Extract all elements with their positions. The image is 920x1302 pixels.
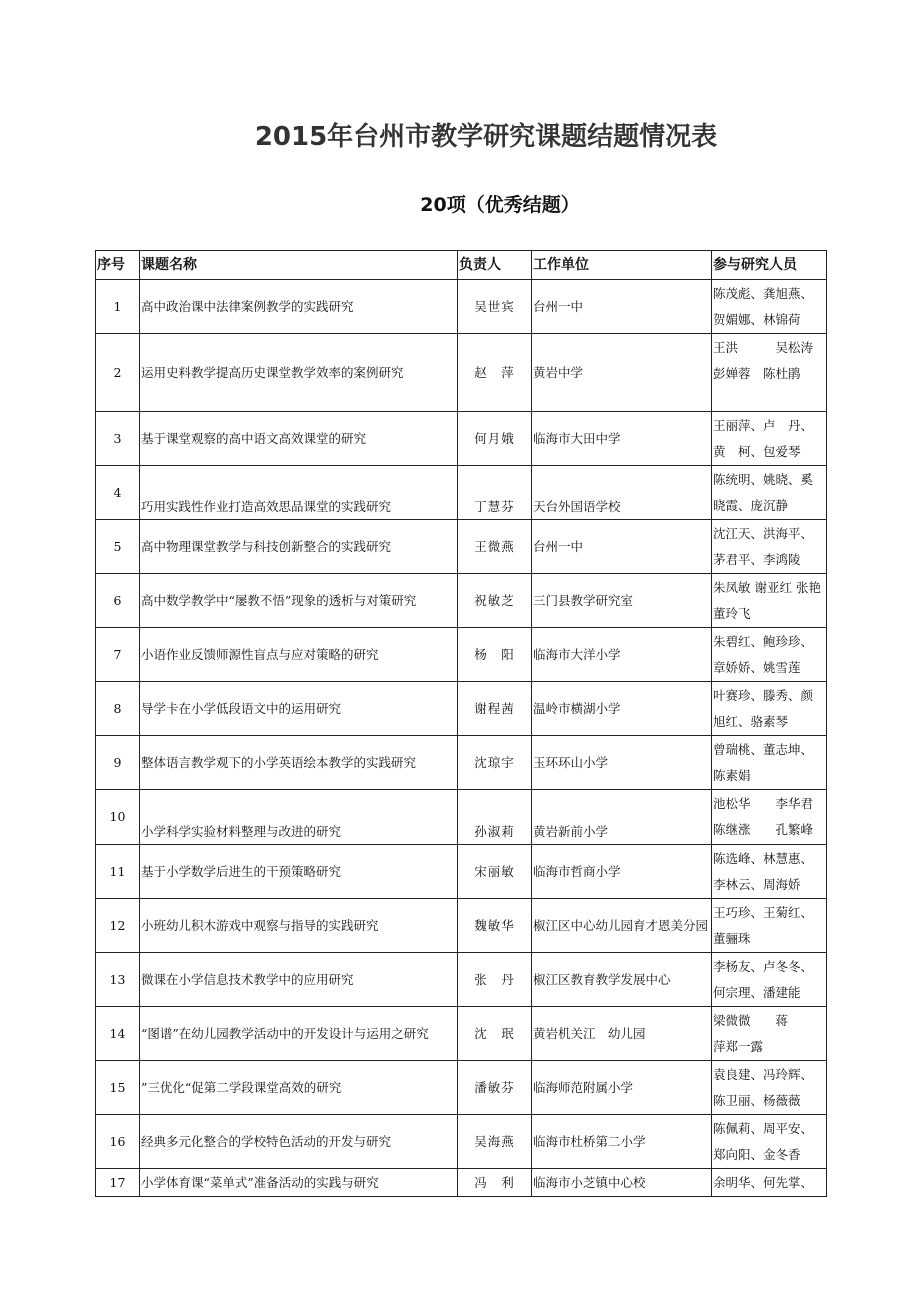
table-row xyxy=(96,736,827,790)
cell-no: 15 xyxy=(96,1061,140,1115)
cell-no: 16 xyxy=(96,1115,140,1169)
cell-topic: 导学卡在小学低段语文中的运用研究 xyxy=(140,682,458,736)
cell-leader: 王微燕 xyxy=(458,520,532,574)
cell-members: 王丽萍、卢 丹、黄 柯、包爱琴 xyxy=(712,412,827,466)
table-row xyxy=(96,845,827,899)
cell-leader: 吴海燕 xyxy=(458,1115,532,1169)
cell-leader: 丁慧芬 xyxy=(458,466,532,520)
cell-topic: 基于课堂观察的高中语文高效课堂的研究 xyxy=(140,412,458,466)
cell-leader: 杨 阳 xyxy=(458,628,532,682)
table-row xyxy=(96,899,827,953)
cell-leader: 吴世宾 xyxy=(458,280,532,334)
cell-members: 沈江天、洪海平、茅君平、李鸿陵 xyxy=(712,520,827,574)
cell-topic: 运用史料教学提高历史课堂教学效率的案例研究 xyxy=(140,334,458,412)
cell-topic: 高中物理课堂教学与科技创新整合的实践研究 xyxy=(140,520,458,574)
cell-topic: 小班幼儿积木游戏中观察与指导的实践研究 xyxy=(140,899,458,953)
cell-topic: 高中数学教学中“屡教不悟”现象的透析与对策研究 xyxy=(140,574,458,628)
header-leader: 负责人 xyxy=(458,251,532,280)
cell-unit: 椒江区教育教学发展中心 xyxy=(532,953,712,1007)
cell-leader: 宋丽敏 xyxy=(458,845,532,899)
cell-no: 3 xyxy=(96,412,140,466)
cell-topic: 小语作业反馈师源性盲点与应对策略的研究 xyxy=(140,628,458,682)
cell-members: 王洪 吴松涛 彭婵蓉 陈杜鹃 xyxy=(712,334,827,412)
cell-members: 陈选峰、林慧惠、李林云、周海娇 xyxy=(712,845,827,899)
cell-topic: 整体语言教学观下的小学英语绘本教学的实践研究 xyxy=(140,736,458,790)
cell-no: 17 xyxy=(96,1169,140,1197)
cell-unit: 临海市大田中学 xyxy=(532,412,712,466)
document-subtitle: 20项（优秀结题） xyxy=(420,194,580,216)
cell-members: 陈茂彪、龚旭燕、贺媚娜、林锦荷 xyxy=(712,280,827,334)
table-row xyxy=(96,682,827,736)
header-unit: 工作单位 xyxy=(532,251,712,280)
cell-topic: “图谱”在幼儿园教学活动中的开发设计与运用之研究 xyxy=(140,1007,458,1061)
cell-members: 李杨友、卢冬冬、何宗理、潘建能 xyxy=(712,953,827,1007)
cell-members: 王巧珍、王菊红、董骊珠 xyxy=(712,899,827,953)
cell-unit: 台州一中 xyxy=(532,520,712,574)
cell-unit: 黄岩中学 xyxy=(532,334,712,412)
cell-members: 陈统明、姚晓、奚晓霞、庞沉静 xyxy=(712,466,827,520)
cell-no: 12 xyxy=(96,899,140,953)
document-title: 2015年台州市教学研究课题结题情况表 xyxy=(254,122,718,152)
table-row xyxy=(96,790,827,845)
cell-unit: 三门县教学研究室 xyxy=(532,574,712,628)
cell-topic: 小学体育课“菜单式”准备活动的实践与研究 xyxy=(140,1169,458,1197)
cell-unit: 临海师范附属小学 xyxy=(532,1061,712,1115)
cell-members: 朱凤敏 谢亚红 张艳 董玲飞 xyxy=(712,574,827,628)
cell-topic: 基于小学数学后进生的干预策略研究 xyxy=(140,845,458,899)
cell-leader: 祝敏芝 xyxy=(458,574,532,628)
table-row xyxy=(96,628,827,682)
cell-no: 4 xyxy=(96,466,140,520)
cell-leader: 张 丹 xyxy=(458,953,532,1007)
table-row xyxy=(96,1169,827,1197)
table-header-row xyxy=(96,251,827,280)
table-row xyxy=(96,466,827,520)
cell-no: 13 xyxy=(96,953,140,1007)
cell-no: 7 xyxy=(96,628,140,682)
cell-unit: 天台外国语学校 xyxy=(532,466,712,520)
table-row xyxy=(96,574,827,628)
cell-no: 9 xyxy=(96,736,140,790)
cell-members: 梁微微 蒋 萍郑一露 xyxy=(712,1007,827,1061)
cell-members: 池松华 李华君陈继涨 孔繁峰 xyxy=(712,790,827,845)
table-row xyxy=(96,520,827,574)
cell-unit: 临海市大洋小学 xyxy=(532,628,712,682)
cell-members: 叶赛珍、滕秀、颜旭红、骆素琴 xyxy=(712,682,827,736)
cell-leader: 沈 珉 xyxy=(458,1007,532,1061)
cell-unit: 黄岩新前小学 xyxy=(532,790,712,845)
cell-unit: 黄岩机关江 幼儿园 xyxy=(532,1007,712,1061)
cell-topic: ”三优化“促第二学段课堂高效的研究 xyxy=(140,1061,458,1115)
cell-leader: 何月娥 xyxy=(458,412,532,466)
cell-leader: 冯 利 xyxy=(458,1169,532,1197)
table-row xyxy=(96,412,827,466)
cell-no: 10 xyxy=(96,790,140,845)
cell-members: 袁良建、冯玲辉、陈卫丽、杨薇薇 xyxy=(712,1061,827,1115)
header-no: 序号 xyxy=(96,251,140,280)
cell-topic: 微课在小学信息技术教学中的应用研究 xyxy=(140,953,458,1007)
cell-unit: 临海市小芝镇中心校 xyxy=(532,1169,712,1197)
header-topic: 课题名称 xyxy=(140,251,458,280)
table-row xyxy=(96,280,827,334)
table-row xyxy=(96,1007,827,1061)
table-row xyxy=(96,1115,827,1169)
cell-topic: 高中政治课中法律案例教学的实践研究 xyxy=(140,280,458,334)
cell-no: 5 xyxy=(96,520,140,574)
table-row xyxy=(96,1061,827,1115)
cell-no: 11 xyxy=(96,845,140,899)
cell-topic: 经典多元化整合的学校特色活动的开发与研究 xyxy=(140,1115,458,1169)
cell-topic: 巧用实践性作业打造高效思品课堂的实践研究 xyxy=(140,466,458,520)
projects-table xyxy=(95,250,827,1197)
header-members: 参与研究人员 xyxy=(712,251,827,280)
cell-no: 6 xyxy=(96,574,140,628)
cell-leader: 孙淑莉 xyxy=(458,790,532,845)
cell-members: 曾瑞桃、董志坤、陈素娟 xyxy=(712,736,827,790)
cell-no: 2 xyxy=(96,334,140,412)
cell-leader: 沈琼宇 xyxy=(458,736,532,790)
table-row xyxy=(96,334,827,412)
cell-leader: 潘敏芬 xyxy=(458,1061,532,1115)
cell-members: 陈佩莉、周平安、郑向阳、金冬香 xyxy=(712,1115,827,1169)
cell-leader: 谢程茜 xyxy=(458,682,532,736)
cell-unit: 临海市杜桥第二小学 xyxy=(532,1115,712,1169)
cell-unit: 台州一中 xyxy=(532,280,712,334)
cell-no: 14 xyxy=(96,1007,140,1061)
cell-unit: 椒江区中心幼儿园育才恩美分园 xyxy=(532,899,712,953)
cell-topic: 小学科学实验材料整理与改进的研究 xyxy=(140,790,458,845)
cell-unit: 温岭市横湖小学 xyxy=(532,682,712,736)
cell-unit: 玉环环山小学 xyxy=(532,736,712,790)
cell-no: 1 xyxy=(96,280,140,334)
cell-members: 余明华、何先掌、 xyxy=(712,1169,827,1197)
cell-unit: 临海市哲商小学 xyxy=(532,845,712,899)
cell-leader: 赵 萍 xyxy=(458,334,532,412)
cell-leader: 魏敏华 xyxy=(458,899,532,953)
cell-no: 8 xyxy=(96,682,140,736)
cell-members: 朱碧红、鲍珍珍、章娇娇、姚雪莲 xyxy=(712,628,827,682)
table-row xyxy=(96,953,827,1007)
